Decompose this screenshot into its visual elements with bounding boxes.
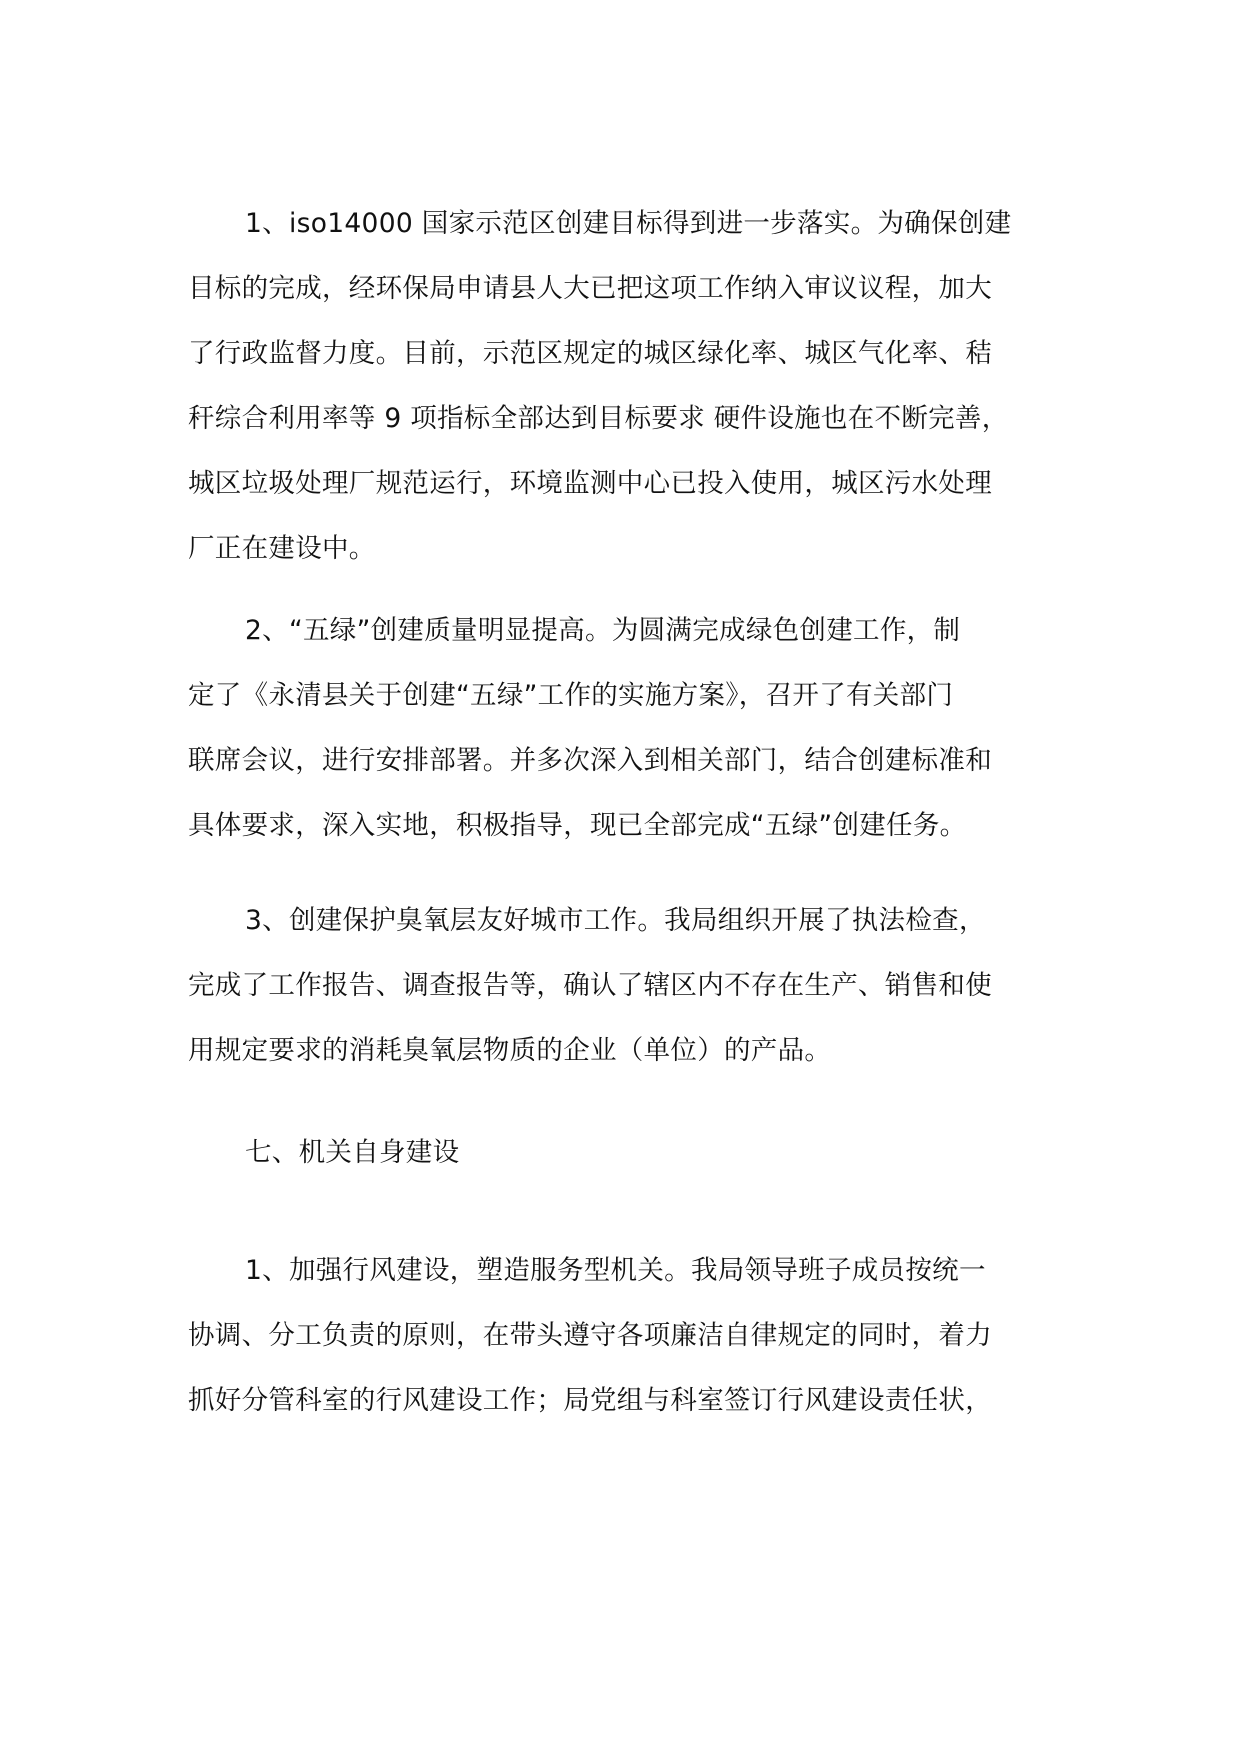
- paragraph-iso14000: [188, 191, 1068, 581]
- text-line: 城区垃圾处理厂规范运行，环境监测中心已投入使用，城区污水处理: [188, 468, 992, 499]
- text-line: 3、创建保护臭氧层友好城市工作。我局组织开展了执法检查，: [245, 905, 986, 936]
- text-line: 1、加强行风建设，塑造服务型机关。我局领导班子成员按统一: [245, 1255, 986, 1286]
- text-line: 联席会议，进行安排部署。并多次深入到相关部门，结合创建标准和: [188, 745, 992, 776]
- text-line: 2、“五绿”创建质量明显提高。为圆满完成绿色创建工作，制: [245, 615, 961, 646]
- section-heading-seven: [188, 1120, 1068, 1185]
- text-line: 用规定要求的消耗臭氧层物质的企业（单位）的产品。: [188, 1035, 832, 1066]
- text-line: 协调、分工负责的原则，在带头遵守各项廉洁自律规定的同时，着力: [188, 1320, 992, 1351]
- text-line: 具体要求，深入实地，积极指导，现已全部完成“五绿”创建任务。: [188, 810, 967, 841]
- paragraph-ozone: [188, 888, 1068, 1083]
- text-line: 定了《永清县关于创建“五绿”工作的实施方案》，召开了有关部门: [188, 680, 954, 711]
- text-line: 了行政监督力度。目前，示范区规定的城区绿化率、城区气化率、秸: [188, 338, 992, 369]
- text-line: 厂正在建设中。: [188, 533, 376, 564]
- text-line: 1、iso14000 国家示范区创建目标得到进一步落实。为确保创建: [245, 208, 1012, 239]
- section-heading: 七、机关自身建设: [245, 1137, 460, 1168]
- paragraph-conduct: [188, 1238, 1068, 1433]
- text-line: 目标的完成，经环保局申请县人大已把这项工作纳入审议议程，加大: [188, 273, 992, 304]
- text-line: 抓好分管科室的行风建设工作；局党组与科室签订行风建设责任状，: [188, 1385, 992, 1416]
- text-line: 秆综合利用率等 9 项指标全部达到目标要求 硬件设施也在不断完善，: [188, 403, 1009, 434]
- paragraph-five-green: [188, 598, 1068, 858]
- text-line: 完成了工作报告、调查报告等，确认了辖区内不存在生产、销售和使: [188, 970, 992, 1001]
